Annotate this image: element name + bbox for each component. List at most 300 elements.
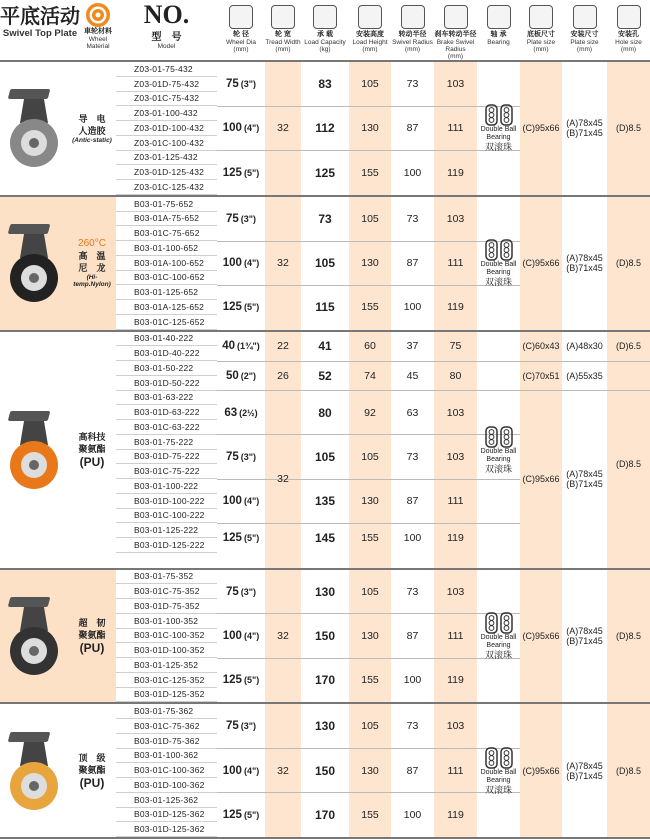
swivel-radius-cell: 73 <box>406 585 419 598</box>
column-header-en: Bearing <box>487 39 510 46</box>
wheel-dia-value: 100 <box>222 629 242 642</box>
bearing-en: Double Ball <box>480 126 517 134</box>
wheel-dia-cell <box>217 749 265 793</box>
column-header-unit: (mm) <box>233 46 249 53</box>
brake-radius-cell: 119 <box>447 166 464 179</box>
mount-size-a: (A)78x45 <box>566 118 603 129</box>
mount-size-cell <box>562 704 607 837</box>
model-cell: B03-01D-50-222 <box>116 376 217 391</box>
column-header-unit: (mm) <box>362 46 378 53</box>
model-cell: B03-01D-125-362 <box>116 822 217 837</box>
column-header-cn: 承 载 <box>317 31 333 38</box>
swivel-radius-cell: 73 <box>406 78 419 91</box>
model-cell: Z03-01C-125-432 <box>116 180 217 195</box>
wheel-dia-cell <box>217 435 265 479</box>
bearing-cn: 双滚珠 <box>484 277 512 288</box>
wheel-dia-cell <box>217 151 265 195</box>
bearing-cn: 双滚珠 <box>484 463 512 474</box>
bearing-cn: 双滚珠 <box>484 649 512 660</box>
model-cell: B03-01D-125-362 <box>116 808 217 823</box>
swivel-radius-cell: 100 <box>403 301 422 314</box>
wheel-dia-inch: (4") <box>243 630 260 641</box>
model-cell: Z03-01C-75-432 <box>116 92 217 107</box>
model-cell: Z03-01-75-432 <box>116 62 217 77</box>
brake-radius-cell: 119 <box>447 532 464 544</box>
model-header-en: Model <box>157 43 176 50</box>
bearing-en: Double Ball <box>480 768 517 776</box>
load-cell: 105 <box>314 256 336 271</box>
mount-size-cell <box>562 570 607 703</box>
wheel-dia-cell <box>217 62 265 106</box>
tread-cell: 32 <box>277 257 289 270</box>
swivel-radius-cell: 73 <box>406 212 419 225</box>
column-header <box>520 2 562 60</box>
load-cell: 135 <box>314 494 336 509</box>
tread-cell: 32 <box>277 122 289 135</box>
model-cell: B03-01C-75-362 <box>116 719 217 734</box>
mount-size-b: (B)71x45 <box>566 479 603 489</box>
load-cell: 130 <box>314 719 336 734</box>
brake-radius-cell: 119 <box>447 301 464 314</box>
column-header-en: Hole size <box>615 39 642 46</box>
wheel-dia-cell <box>217 241 265 285</box>
column-header-unit: (mm) <box>620 46 637 53</box>
column-header-en: Plate size <box>570 39 599 46</box>
wheel-dia-value: 100 <box>222 257 242 270</box>
load-cell: 52 <box>318 368 332 383</box>
swivel-radius-cell: 100 <box>403 166 422 179</box>
brake-radius-cell: 103 <box>446 406 465 419</box>
swivel-radius-cell: 87 <box>406 122 419 135</box>
wheel-dia-value: 125 <box>222 808 242 821</box>
load-height-cell: 92 <box>364 406 376 419</box>
column-header-unit: (kg) <box>319 46 331 53</box>
model-cell: B03-01-63-222 <box>116 391 217 406</box>
material-note: (PU) <box>79 775 105 790</box>
tread-cell: 32 <box>277 629 289 642</box>
wheel-dia-value: 100 <box>222 495 242 508</box>
bearing-cn: 双滚珠 <box>484 784 512 795</box>
material-note: (Hi-temp.Nylon) <box>73 274 111 289</box>
bearing-en: Bearing <box>486 776 511 784</box>
model-cell: B03-01-100-222 <box>116 479 217 494</box>
wheel-dia-cell <box>217 614 265 658</box>
model-cell: B03-01-125-222 <box>116 523 217 538</box>
model-cell: B03-01C-75-222 <box>116 464 217 479</box>
wheel-dia-cell <box>217 523 265 553</box>
material-label <box>68 62 116 195</box>
model-cell: B03-01-100-362 <box>116 749 217 764</box>
tread-cell: 22 <box>277 340 289 353</box>
bearing-cell <box>477 704 520 837</box>
model-cell: B03-01C-100-222 <box>116 509 217 524</box>
load-height-cell: 155 <box>361 166 379 179</box>
bearing-en: Bearing <box>486 455 511 463</box>
model-cell: B03-01D-75-362 <box>116 734 217 749</box>
brake-radius-cell: 103 <box>446 450 465 463</box>
load-height-cell: 105 <box>361 78 379 91</box>
mount-size-a: (A)78x45 <box>566 469 603 479</box>
material-text: 聚氨酯 <box>78 764 106 775</box>
plate-size-cell: (C)95x66 <box>522 765 560 776</box>
hole-size-cell: (D)8.5 <box>615 630 641 641</box>
wheel-dia-value: 125 <box>222 674 242 687</box>
material-text: 260°C <box>78 238 106 250</box>
model-cell: B03-01C-75-352 <box>116 584 217 599</box>
plate-size-cell: (C)95x66 <box>522 258 560 269</box>
model-cell: B03-01-100-652 <box>116 241 217 256</box>
column-header-cn: 轮 径 <box>233 31 249 38</box>
model-header-cn: 型 号 <box>151 32 182 43</box>
column-header-en: Load Height <box>352 39 388 46</box>
mount-size-cell <box>562 62 607 195</box>
wheel-dia-cell <box>217 793 265 837</box>
model-cell: Z03-01D-75-432 <box>116 77 217 92</box>
model-cell: B03-01C-75-652 <box>116 226 217 241</box>
wheel-dia-value: 75 <box>225 720 239 733</box>
load-cell: 150 <box>314 763 336 778</box>
wheel-dia-value: 50 <box>225 369 239 382</box>
brake-radius-cell: 119 <box>447 674 464 687</box>
wheel-dia-value: 40 <box>222 340 235 353</box>
bearing-icon <box>487 5 511 29</box>
model-cell: B03-01-125-652 <box>116 285 217 300</box>
model-cell: Z03-01-100-432 <box>116 106 217 121</box>
load-cell: 73 <box>318 211 332 226</box>
brake-radius-cell: 119 <box>447 808 464 821</box>
load-height-cell: 105 <box>361 585 379 598</box>
model-cell: B03-01D-100-222 <box>116 494 217 509</box>
wheel-dia-inch: (3") <box>240 451 257 462</box>
load-cell: 112 <box>315 121 335 136</box>
load-cell: 80 <box>318 405 332 420</box>
mount-size-a: (A)78x45 <box>566 253 603 264</box>
wheel-dia-cell <box>217 332 265 362</box>
wheel-dia-inch: (4") <box>243 765 260 776</box>
bearing-en: Double Ball <box>480 261 517 269</box>
material-note: (PU) <box>79 640 105 655</box>
material-text: 尼 龙 <box>78 263 106 274</box>
model-cell: B03-01D-40-222 <box>116 346 217 361</box>
title-en: Swivel Top Plate <box>2 28 78 39</box>
column-header-cn: 底板尺寸 <box>527 31 555 38</box>
material-text: 超 韧 <box>78 617 106 628</box>
load-height-cell: 130 <box>361 629 379 642</box>
brake-radius-cell: 111 <box>447 257 464 270</box>
model-cell: B03-01D-125-222 <box>116 538 217 553</box>
hole-size-cell: (D)6.5 <box>615 341 641 352</box>
model-cell: B03-01C-63-222 <box>116 420 217 435</box>
tread-cell: 32 <box>277 764 289 777</box>
brand-logo-icon <box>85 2 111 28</box>
load-cell: 170 <box>314 673 336 688</box>
title-cn: 平底活动 <box>0 6 80 28</box>
material-label <box>68 570 116 703</box>
column-icon <box>529 5 553 29</box>
caster-image <box>4 83 64 173</box>
model-cell: Z03-01D-125-432 <box>116 165 217 180</box>
bearing-en: Bearing <box>486 269 511 277</box>
load-cell: 150 <box>314 628 336 643</box>
model-cell: B03-01-50-222 <box>116 361 217 376</box>
column-icon <box>313 5 337 29</box>
wheel-dia-cell <box>217 479 265 523</box>
model-cell: B03-01-75-362 <box>116 704 217 719</box>
bearing-cell <box>477 62 520 195</box>
wheel-dia-value: 125 <box>222 301 242 314</box>
plate-size-cell: (C)95x66 <box>522 630 560 641</box>
column-header <box>607 2 650 60</box>
column-header-en: Swivel Radius <box>392 39 433 46</box>
double-ball-bearing-icon <box>484 426 514 448</box>
load-height-cell: 74 <box>364 369 376 382</box>
bearing-en: Double Ball <box>480 447 517 455</box>
model-cell: B03-01-100-352 <box>116 614 217 629</box>
wheel-dia-cell <box>217 570 265 614</box>
material-text: 聚氨酯 <box>78 629 106 640</box>
brake-radius-cell: 103 <box>446 78 465 91</box>
hole-size-cell: (D)8.5 <box>615 123 641 134</box>
swivel-radius-cell: 87 <box>406 495 419 508</box>
wheel-dia-inch: (3") <box>240 213 257 224</box>
mount-size-a: (A)78x45 <box>566 625 603 636</box>
model-cell: B03-01A-100-652 <box>116 256 217 271</box>
swivel-radius-cell: 87 <box>406 257 419 270</box>
swivel-radius-cell: 73 <box>406 720 419 733</box>
model-cell: B03-01D-75-222 <box>116 450 217 465</box>
load-height-cell: 105 <box>361 212 379 225</box>
wheel-dia-value: 75 <box>225 585 239 598</box>
wheel-dia-value: 75 <box>225 78 239 91</box>
wheel-dia-value: 75 <box>225 450 239 463</box>
wheel-dia-value: 100 <box>222 122 242 135</box>
swivel-radius-cell: 87 <box>406 764 419 777</box>
load-height-cell: 130 <box>361 257 379 270</box>
model-cell: B03-01C-125-352 <box>116 673 217 688</box>
column-header <box>477 2 520 60</box>
column-header-en: Plate size <box>526 39 556 46</box>
brake-radius-cell: 103 <box>446 212 465 225</box>
material-header-en: Wheel Material <box>86 36 110 50</box>
load-height-cell: 130 <box>361 122 379 135</box>
model-cell: B03-01-125-362 <box>116 793 217 808</box>
hole-size-cell: (D)8.5 <box>615 765 641 776</box>
column-header-en: Wheel Dia <box>226 39 256 46</box>
mount-size-cell: (A)48x30 <box>566 341 603 352</box>
title-block <box>0 6 80 39</box>
load-cell: 105 <box>314 449 336 464</box>
caster-image <box>4 218 64 308</box>
load-cell: 83 <box>318 77 332 92</box>
swivel-radius-cell: 45 <box>406 369 419 382</box>
swivel-radius-cell: 87 <box>406 629 419 642</box>
material-header-cn: 車轮材料 <box>84 28 112 35</box>
model-cell: B03-01-75-352 <box>116 570 217 585</box>
column-header-en: Brake Swivel Radius <box>436 39 475 53</box>
mount-size-cell: (A)55x35 <box>566 370 603 381</box>
double-ball-bearing-icon <box>484 747 514 769</box>
wheel-dia-cell <box>217 285 265 329</box>
mount-size-b: (B)71x45 <box>566 128 603 139</box>
table-header <box>0 0 650 62</box>
wheel-dia-inch: (5") <box>243 533 260 543</box>
wheel-dia-inch: (3") <box>240 79 257 90</box>
model-cell: B03-01D-125-352 <box>116 688 217 703</box>
brake-radius-cell: 111 <box>447 122 464 135</box>
bearing-en: Bearing <box>486 134 511 142</box>
material-text: 顶 级 <box>78 752 106 763</box>
material-note: (Antic-static) <box>72 136 112 144</box>
model-cell: B03-01C-100-362 <box>116 763 217 778</box>
wheel-dia-inch: (5") <box>243 302 260 313</box>
double-ball-bearing-icon <box>484 104 514 126</box>
wheel-dia-value: 125 <box>222 166 242 179</box>
load-height-cell: 155 <box>361 674 379 687</box>
wheel-dia-cell <box>217 106 265 150</box>
wheel-dia-inch: (4") <box>243 496 260 507</box>
tread-cell: 32 <box>277 473 289 485</box>
column-header-cn: 转动半径 <box>398 31 427 38</box>
model-cell: B03-01-75-222 <box>116 435 217 450</box>
load-height-cell: 105 <box>361 450 379 463</box>
model-cell: B03-01C-100-352 <box>116 629 217 644</box>
swivel-radius-cell: 100 <box>403 674 422 687</box>
column-header-unit: (mm) <box>533 46 549 53</box>
mount-size-a: (A)78x45 <box>566 760 603 771</box>
wheel-dia-cell <box>217 197 265 241</box>
brake-radius-cell: 111 <box>447 495 464 508</box>
material-label <box>68 332 116 568</box>
model-cell: B03-01-40-222 <box>116 332 217 347</box>
bearing-en: Double Ball <box>480 633 517 641</box>
wheel-dia-inch: (4") <box>243 123 260 134</box>
column-header-en: Tread Width <box>265 39 301 46</box>
wheel-dia-cell <box>217 391 265 435</box>
column-icon <box>617 5 641 29</box>
material-text: 高科技 <box>78 431 106 442</box>
column-header-cn: 安装孔 <box>618 31 639 38</box>
material-text: 聚氨酯 <box>78 443 106 454</box>
material-header <box>80 2 116 50</box>
material-label <box>68 197 116 330</box>
double-ball-bearing-icon <box>484 239 514 261</box>
column-icon <box>444 5 468 29</box>
caster-image <box>4 726 64 816</box>
bearing-cell <box>477 332 520 568</box>
wheel-dia-inch: (1¾") <box>237 341 260 352</box>
bearing-cn: 双滚珠 <box>484 142 512 153</box>
model-cell: Z03-01-125-432 <box>116 151 217 166</box>
brake-radius-cell: 111 <box>447 629 464 642</box>
column-header-unit: (mm) <box>447 53 464 60</box>
swivel-radius-cell: 100 <box>403 532 422 544</box>
column-icon <box>401 5 425 29</box>
column-header <box>391 2 434 60</box>
brake-radius-cell: 111 <box>447 764 464 777</box>
column-header <box>265 2 301 60</box>
column-header-unit: (mm) <box>275 46 291 53</box>
column-header-cn: 轴 承 <box>490 31 507 38</box>
load-height-cell: 155 <box>361 532 379 544</box>
column-header-cn: 安装高度 <box>356 31 384 38</box>
column-header-cn: 刹车转动半径 <box>434 31 477 38</box>
wheel-dia-inch: (5") <box>243 167 260 178</box>
material-note: (PU) <box>79 454 105 469</box>
swivel-radius-cell: 73 <box>406 450 419 463</box>
column-header <box>562 2 607 60</box>
load-cell: 145 <box>314 531 336 545</box>
load-cell: 41 <box>318 339 332 354</box>
column-icon <box>271 5 295 29</box>
load-cell: 170 <box>314 807 336 822</box>
wheel-dia-value: 100 <box>222 764 242 777</box>
plate-size-cell: (C)70x51 <box>522 370 560 381</box>
mount-size-b: (B)71x45 <box>566 263 603 274</box>
model-cell: B03-01D-100-362 <box>116 778 217 793</box>
material-label <box>68 704 116 837</box>
wheel-dia-value: 75 <box>225 212 239 225</box>
material-text: 人造胶 <box>78 125 106 136</box>
hole-size-cell: (D)8.5 <box>615 258 641 269</box>
model-cell: B03-01A-75-652 <box>116 212 217 227</box>
mount-size-b: (B)71x45 <box>566 770 603 781</box>
load-cell: 115 <box>315 300 335 315</box>
material-text: 导 电 <box>78 113 106 124</box>
wheel-dia-inch: (3") <box>240 721 257 732</box>
brake-radius-cell: 80 <box>449 369 462 382</box>
material-text: 高 温 <box>78 251 106 262</box>
load-height-cell: 155 <box>361 808 379 821</box>
load-height-cell: 60 <box>364 340 376 353</box>
bearing-cell <box>477 197 520 330</box>
tread-cell: 26 <box>277 369 289 382</box>
plate-size-cell: (C)95x66 <box>522 123 560 134</box>
load-height-cell: 155 <box>361 301 379 314</box>
caster-image <box>4 405 64 495</box>
column-header <box>434 2 477 60</box>
plate-size-cell: (C)95x66 <box>522 474 560 484</box>
brake-radius-cell: 103 <box>446 720 465 733</box>
column-header <box>301 2 349 60</box>
load-cell: 130 <box>314 584 336 599</box>
model-cell: Z03-01C-100-432 <box>116 136 217 151</box>
column-icon <box>573 5 597 29</box>
mount-size-cell <box>562 391 607 568</box>
wheel-dia-cell <box>217 704 265 748</box>
model-cell: B03-01-125-352 <box>116 658 217 673</box>
double-ball-bearing-icon <box>484 612 514 634</box>
column-header-cn: 轮 宽 <box>275 31 291 38</box>
model-cell: B03-01-75-652 <box>116 197 217 212</box>
wheel-dia-cell <box>217 658 265 702</box>
wheel-dia-inch: (3") <box>240 586 257 597</box>
model-cell: B03-01C-125-652 <box>116 315 217 330</box>
brake-radius-cell: 103 <box>446 585 465 598</box>
wheel-dia-cell <box>217 361 265 391</box>
wheel-dia-inch: (4") <box>243 258 260 269</box>
column-header-unit: (mm) <box>404 46 421 53</box>
column-header <box>349 2 391 60</box>
bearing-cell <box>477 570 520 703</box>
load-height-cell: 105 <box>361 720 379 733</box>
wheel-dia-inch: (5") <box>243 809 260 820</box>
load-height-cell: 130 <box>361 764 379 777</box>
model-cell: B03-01D-100-352 <box>116 643 217 658</box>
column-header <box>217 2 265 60</box>
wheel-dia-value: 63 <box>224 406 238 419</box>
model-header <box>116 2 217 50</box>
no-label: NO. <box>143 0 190 29</box>
